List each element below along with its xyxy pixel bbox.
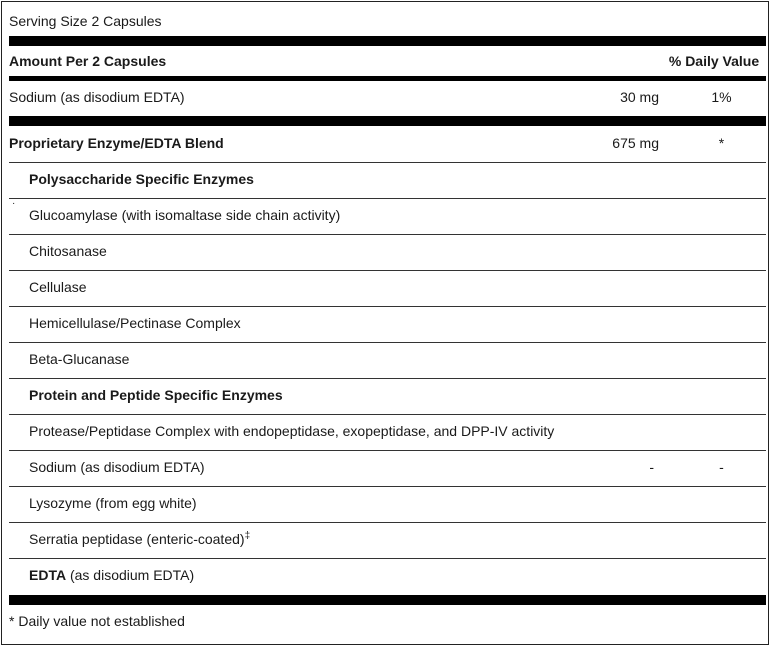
- daily-value-header: % Daily Value: [668, 53, 760, 69]
- row-divider: [9, 270, 766, 271]
- row-divider: [9, 162, 766, 163]
- nutrient-amount: 30 mg: [620, 89, 659, 105]
- row-divider: [9, 234, 766, 235]
- poly-heading-text: Polysaccharide Specific Enzymes: [29, 171, 254, 187]
- ingredient-name: Chitosanase: [29, 243, 107, 259]
- medium-divider: [9, 76, 766, 81]
- serving-size-text: Serving Size 2 Capsules: [9, 13, 162, 29]
- ingredient-name: Glucoamylase (with isomaltase side chain activity): [29, 207, 341, 223]
- ingredient-row: [9, 198, 766, 228]
- row-divider: [9, 414, 766, 415]
- row-divider: [9, 342, 766, 343]
- blend-amount: 675 mg: [612, 135, 659, 151]
- nutrient-name: Sodium (as disodium EDTA): [9, 89, 185, 105]
- ingredient-name: Cellulase: [29, 279, 87, 295]
- ingredient-row: [9, 346, 766, 372]
- row-divider: [9, 558, 766, 559]
- ingredient-amount: -: [649, 459, 654, 475]
- double-dagger-mark: ‡: [244, 530, 251, 542]
- row-divider: [9, 378, 766, 379]
- footnote-text: * Daily value not established: [9, 613, 185, 629]
- protein-heading-text: Protein and Peptide Specific Enzymes: [29, 387, 283, 403]
- row-divider: [9, 198, 766, 199]
- edta-rest: (as disodium EDTA): [66, 567, 195, 583]
- section-heading: [9, 166, 766, 192]
- ingredient-name: Protease/Peptidase Complex with endopeptidase, exopeptidase, and DPP-IV activity: [29, 423, 555, 439]
- column-header-row: [9, 49, 766, 73]
- row-divider: [9, 522, 766, 523]
- ingredient-daily-value: -: [719, 459, 724, 475]
- nutrient-daily-value: 1%: [711, 89, 732, 105]
- ingredient-row: [9, 454, 766, 480]
- blend-daily-value: *: [718, 135, 725, 151]
- ingredient-name: Hemicellulase/Pectinase Complex: [29, 315, 241, 331]
- row-divider: [9, 450, 766, 451]
- ingredient-row: [9, 274, 766, 300]
- thick-divider: [9, 595, 766, 605]
- section-heading: [9, 382, 766, 408]
- ingredient-row: [9, 418, 766, 444]
- stray-mark: ·: [12, 198, 16, 209]
- ingredient-name: Sodium (as disodium EDTA): [29, 459, 205, 475]
- ingredient-row: [9, 562, 766, 588]
- ingredient-name: [9, 567, 194, 583]
- nutrient-row: [9, 84, 766, 110]
- amount-header: Amount Per 2 Capsules: [9, 53, 167, 69]
- row-divider: [9, 306, 766, 307]
- ingredient-row: [9, 490, 766, 516]
- edta-bold: EDTA: [29, 567, 67, 583]
- ingredient-name-text: Serratia peptidase (enteric-coated): [29, 531, 245, 547]
- ingredient-name: [9, 531, 250, 547]
- thick-divider: [9, 116, 766, 126]
- blend-name: Proprietary Enzyme/EDTA Blend: [9, 135, 224, 151]
- supplement-facts-panel: [1, 1, 769, 645]
- thick-divider: [9, 36, 766, 46]
- ingredient-row: [9, 526, 766, 552]
- ingredient-name: Beta-Glucanase: [29, 351, 130, 367]
- row-divider: [9, 486, 766, 487]
- ingredient-row: [9, 238, 766, 264]
- serving-size: [9, 10, 766, 32]
- ingredient-row: [9, 310, 766, 336]
- footnote: [9, 608, 766, 634]
- blend-row: [9, 130, 766, 156]
- ingredient-name: Lysozyme (from egg white): [29, 495, 197, 511]
